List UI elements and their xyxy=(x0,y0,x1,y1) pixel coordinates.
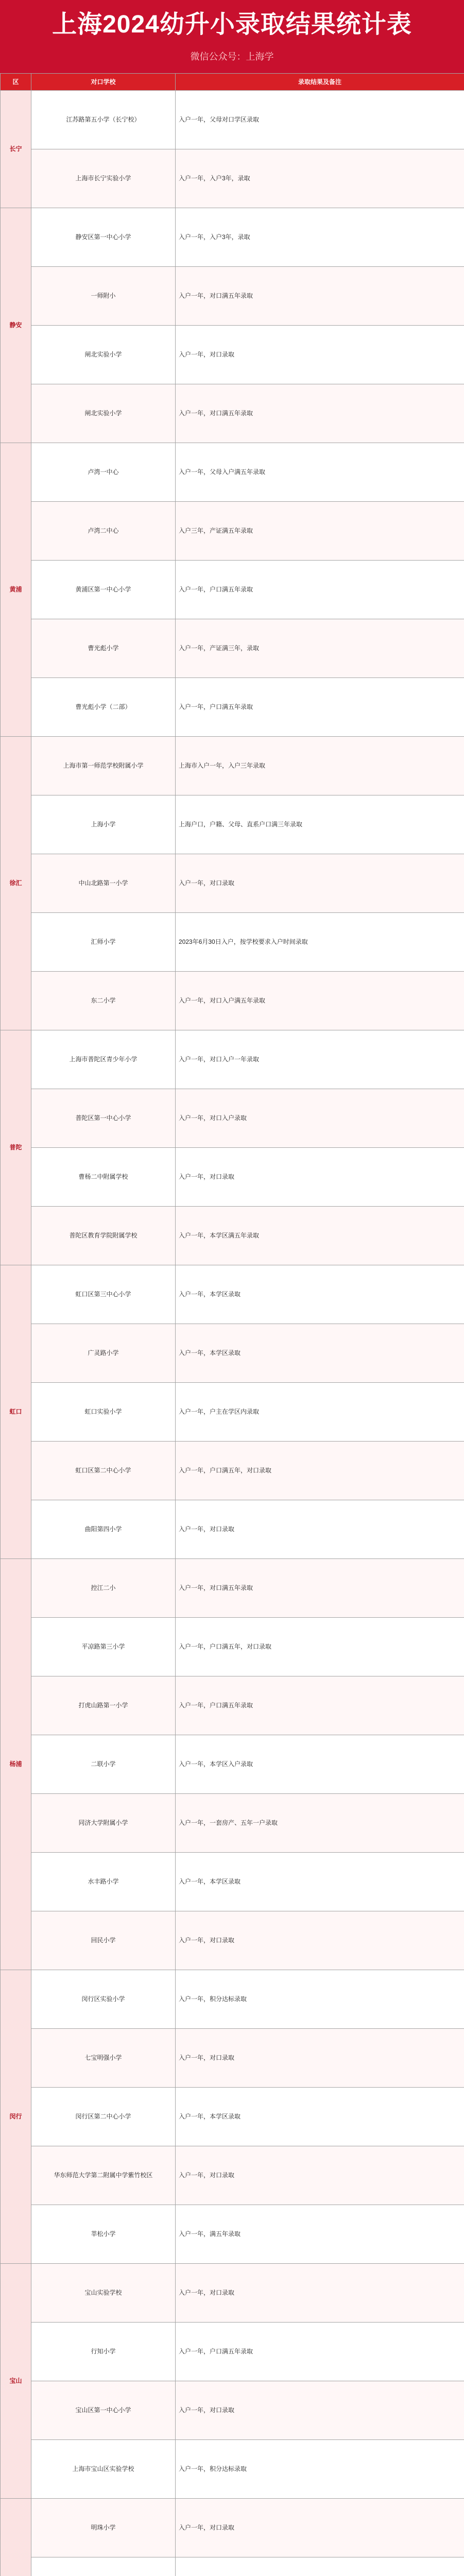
result-cell: 入户一年，积分达标录取 xyxy=(176,2440,464,2499)
school-cell: 打虎山路第一小学 xyxy=(31,1676,176,1735)
school-cell: 卢湾一中心 xyxy=(31,443,176,502)
school-cell: 曲阳第四小学 xyxy=(31,1500,176,1559)
result-cell: 入户一年，父母对口学区录取 xyxy=(176,91,464,149)
page-header xyxy=(0,0,464,73)
school-cell: 江苏路第五小学（长宁校） xyxy=(31,91,176,149)
table-row xyxy=(1,2440,464,2499)
table-row xyxy=(1,561,464,619)
table-row xyxy=(1,149,464,208)
result-cell: 2023年6月30日入户，按学校要求入户时间录取 xyxy=(176,913,464,972)
table-row xyxy=(1,2499,464,2557)
school-cell: 上海市第一师范学校附属小学 xyxy=(31,737,176,795)
school-cell: 闸北实验小学 xyxy=(31,326,176,384)
school-cell: 虹口实验小学 xyxy=(31,1383,176,1442)
column-header-school: 对口学校 xyxy=(31,74,176,91)
school-cell: 曹光彪小学 xyxy=(31,619,176,678)
district-cell: 长宁 xyxy=(1,91,31,208)
result-cell: 入户一年，本学区录取 xyxy=(176,1853,464,1911)
school-cell: 水丰路小学 xyxy=(31,1853,176,1911)
result-cell: 入户一年，对口满五年录取 xyxy=(176,1559,464,1618)
results-table-container xyxy=(0,73,464,2576)
table-row xyxy=(1,2381,464,2440)
school-cell: 广灵路小学 xyxy=(31,1324,176,1383)
result-cell: 入户一年，对口录取 xyxy=(176,2381,464,2440)
result-cell: 入户一年，对口录取 xyxy=(176,2264,464,2323)
result-cell: 入户三年，产证满五年录取 xyxy=(176,502,464,561)
school-cell: 华东师范大学第二附属中学紫竹校区 xyxy=(31,2146,176,2205)
result-cell: 入户一年，父母入户满五年录取 xyxy=(176,443,464,502)
table-row xyxy=(1,795,464,854)
table-row xyxy=(1,1207,464,1265)
school-cell: 曹光彪小学（二部） xyxy=(31,678,176,737)
school-cell: 上海市长宁实验小学 xyxy=(31,149,176,208)
result-cell: 入户一年，对口录取 xyxy=(176,1148,464,1207)
table-row xyxy=(1,913,464,972)
result-cell: 入户一年，对口入户一年录取 xyxy=(176,1030,464,1089)
table-row xyxy=(1,1676,464,1735)
result-cell: 入户一年，户口满五年录取 xyxy=(176,1676,464,1735)
result-cell: 入户一年，满五年录取 xyxy=(176,2205,464,2264)
column-header-district: 区 xyxy=(1,74,31,91)
district-cell: 宝山 xyxy=(1,2264,31,2499)
table-row xyxy=(1,1324,464,1383)
school-cell: 一师附小 xyxy=(31,267,176,326)
table-row xyxy=(1,1970,464,2029)
school-cell: 普陀区教育学院附属学校 xyxy=(31,1207,176,1265)
table-body xyxy=(1,91,464,2576)
school-cell: 东二小学 xyxy=(31,972,176,1030)
result-cell: 入户一年，对口入户满五年录取 xyxy=(176,972,464,1030)
result-cell: 入户一年，入户3年，录取 xyxy=(176,149,464,208)
table-row xyxy=(1,1148,464,1207)
result-cell: 入户一年，户口满五年录取 xyxy=(176,2323,464,2381)
table-row xyxy=(1,384,464,443)
result-cell: 入户一年，户主在学区内录取 xyxy=(176,1383,464,1442)
result-cell: 上海市入户一年，入户三年录取 xyxy=(176,737,464,795)
table-header-row xyxy=(1,74,464,91)
school-cell: 七宝明强小学 xyxy=(31,2029,176,2088)
school-cell: 闵行区实验小学 xyxy=(31,1970,176,2029)
result-cell: 入户一年，入户3年，录取 xyxy=(176,208,464,267)
school-cell: 宝山实验学校 xyxy=(31,2264,176,2323)
school-cell: 汇师小学 xyxy=(31,913,176,972)
district-cell: 徐汇 xyxy=(1,737,31,1030)
table-row xyxy=(1,1030,464,1089)
result-cell: 入户一年，户口满五年，对口录取 xyxy=(176,1442,464,1500)
school-cell: 闸北实验小学 xyxy=(31,384,176,443)
table-row xyxy=(1,1794,464,1853)
school-cell: 曹杨二中附属学校 xyxy=(31,1148,176,1207)
district-cell: 虹口 xyxy=(1,1265,31,1559)
table-row xyxy=(1,678,464,737)
district-cell: 黄浦 xyxy=(1,443,31,737)
table-row xyxy=(1,1442,464,1500)
result-cell: 上海户口，户籍、父母、直系户口满三年录取 xyxy=(176,795,464,854)
result-cell: 入户一年，户口满五年，对口录取 xyxy=(176,1618,464,1676)
result-cell: 入户一年，本学区录取 xyxy=(176,1265,464,1324)
page-subtitle: 微信公众号：上海学 xyxy=(190,52,274,62)
table-row xyxy=(1,267,464,326)
result-cell xyxy=(176,2557,464,2576)
school-cell: 黄浦区第一中心小学 xyxy=(31,561,176,619)
school-cell: 同济大学附属小学 xyxy=(31,1794,176,1853)
table-row xyxy=(1,1500,464,1559)
school-cell: 卢湾二中心 xyxy=(31,502,176,561)
school-cell: 普陀区第一中心小学 xyxy=(31,1089,176,1148)
table-row xyxy=(1,2205,464,2264)
table-row xyxy=(1,1911,464,1970)
table-row xyxy=(1,2088,464,2146)
school-cell: 上海小学 xyxy=(31,795,176,854)
table-row xyxy=(1,854,464,913)
table-row xyxy=(1,1089,464,1148)
district-cell: 闵行 xyxy=(1,1970,31,2264)
table-row xyxy=(1,619,464,678)
result-cell: 入户一年，本学区录取 xyxy=(176,1324,464,1383)
table-row xyxy=(1,2557,464,2576)
result-cell: 入户一年，产证满三年，录取 xyxy=(176,619,464,678)
school-cell: 控江二小 xyxy=(31,1559,176,1618)
table-row xyxy=(1,1383,464,1442)
school-cell: 明珠小学 xyxy=(31,2499,176,2557)
district-cell: 杨浦 xyxy=(1,1559,31,1970)
table-row xyxy=(1,1618,464,1676)
table-row xyxy=(1,443,464,502)
page-title: 上海2024幼升小录取结果统计表 xyxy=(52,11,412,38)
result-cell: 入户一年，对口录取 xyxy=(176,326,464,384)
result-cell: 入户一年，对口录取 xyxy=(176,854,464,913)
school-cell: 莘松小学 xyxy=(31,2205,176,2264)
result-cell: 入户一年，对口录取 xyxy=(176,1911,464,1970)
district-cell xyxy=(1,2499,31,2576)
table-row xyxy=(1,2323,464,2381)
table-row xyxy=(1,1559,464,1618)
school-cell: 闵行区第二中心小学 xyxy=(31,2088,176,2146)
result-cell: 入户一年，对口录取 xyxy=(176,2499,464,2557)
school-cell: 中山北路第一小学 xyxy=(31,854,176,913)
table-row xyxy=(1,972,464,1030)
school-cell: 平凉路第三小学 xyxy=(31,1618,176,1676)
school-cell: 宝山区第一中心小学 xyxy=(31,2381,176,2440)
table-row xyxy=(1,2146,464,2205)
result-cell: 入户一年，一套房产、五年一户录取 xyxy=(176,1794,464,1853)
school-cell: 二联小学 xyxy=(31,1735,176,1794)
result-cell: 入户一年，本学区入户录取 xyxy=(176,1735,464,1794)
result-cell: 入户一年，户口满五年录取 xyxy=(176,678,464,737)
district-cell: 普陀 xyxy=(1,1030,31,1265)
result-cell: 入户一年，对口入户录取 xyxy=(176,1089,464,1148)
school-cell: 上海市普陀区青少年小学 xyxy=(31,1030,176,1089)
table-row xyxy=(1,737,464,795)
result-cell: 入户一年，积分达标录取 xyxy=(176,1970,464,2029)
result-cell: 入户一年，户口满五年录取 xyxy=(176,561,464,619)
school-cell: 上海市宝山区实验学校 xyxy=(31,2440,176,2499)
school-cell: 行知小学 xyxy=(31,2323,176,2381)
result-cell: 入户一年，本学区满五年录取 xyxy=(176,1207,464,1265)
result-cell: 入户一年，对口满五年录取 xyxy=(176,267,464,326)
school-cell: 回民小学 xyxy=(31,1911,176,1970)
table-row xyxy=(1,1735,464,1794)
result-cell: 入户一年，对口满五年录取 xyxy=(176,384,464,443)
result-cell: 入户一年，本学区录取 xyxy=(176,2088,464,2146)
table-row xyxy=(1,2029,464,2088)
result-cell: 入户一年，对口录取 xyxy=(176,2029,464,2088)
district-cell: 静安 xyxy=(1,208,31,443)
table-row xyxy=(1,502,464,561)
school-cell xyxy=(31,2557,176,2576)
result-cell: 入户一年，对口录取 xyxy=(176,1500,464,1559)
table-row xyxy=(1,2264,464,2323)
results-table xyxy=(0,73,464,2576)
school-cell: 虹口区第二中心小学 xyxy=(31,1442,176,1500)
column-header-result: 录取结果及备注 xyxy=(176,74,464,91)
table-row xyxy=(1,326,464,384)
school-cell: 虹口区第三中心小学 xyxy=(31,1265,176,1324)
school-cell: 静安区第一中心小学 xyxy=(31,208,176,267)
table-row xyxy=(1,91,464,149)
table-row xyxy=(1,1853,464,1911)
table-row xyxy=(1,1265,464,1324)
result-cell: 入户一年，对口录取 xyxy=(176,2146,464,2205)
table-row xyxy=(1,208,464,267)
